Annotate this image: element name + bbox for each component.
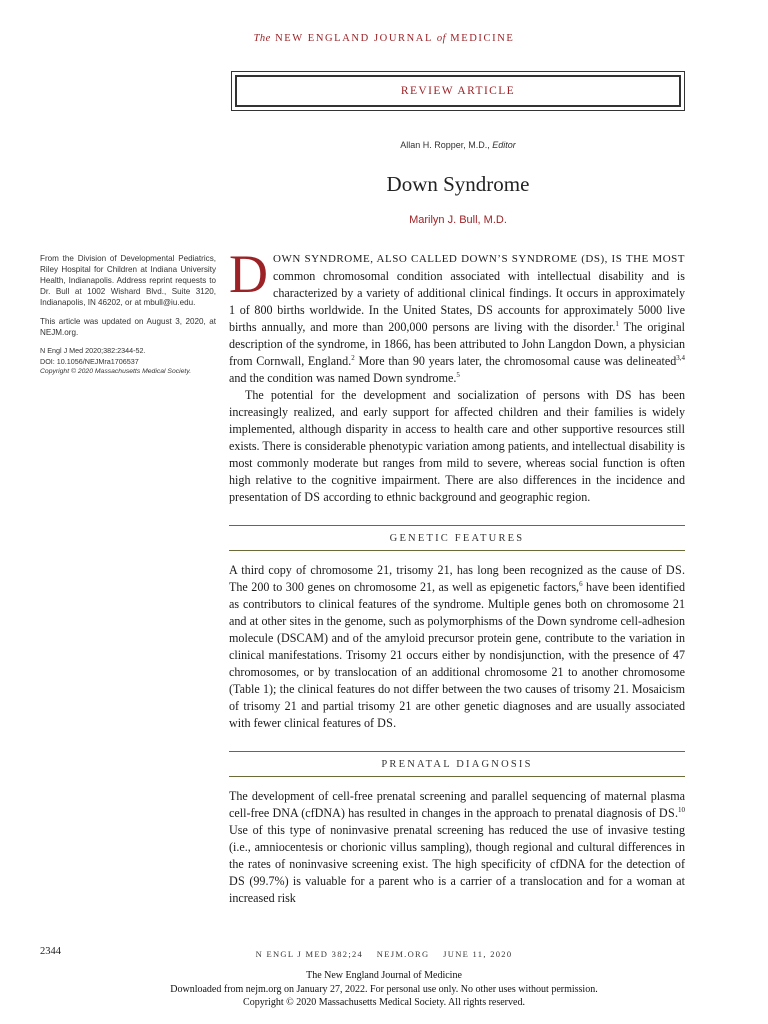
download-permission-line: Downloaded from nejm.org on January 27, 2022. For personal use only. No other uses without permission.: [170, 983, 598, 995]
abbrev-ds: DS: [229, 874, 246, 888]
section-heading-genetic-features: GENETIC FEATURES: [229, 525, 685, 551]
article-type-box: [231, 71, 685, 111]
text-run: A third copy of chromosome 21, trisomy 21, has long been recognized as the cause of: [229, 563, 666, 577]
prenatal-diagnosis-paragraph: [229, 788, 685, 907]
doi-link[interactable]: DOI: 10.1056/NEJMra1706537: [40, 356, 139, 366]
text-run: Use of this type of noninvasive prenatal screening has reduced the use of invasive testing (i.e., amniocentesis or chorionic villus sampling), though regional and cultural differences in the rates of noninvasive screening exist. The high specificity of cfDNA for the detection of: [229, 823, 685, 871]
abbrev-ds: DS: [665, 563, 682, 577]
reference-marker[interactable]: 10: [678, 805, 685, 814]
journal-header-of: of: [436, 33, 447, 44]
journal-header: [0, 33, 768, 44]
journal-header-suffix: MEDICINE: [450, 33, 515, 44]
text-run: More than 90 years later, the chromosomal cause was delineated: [354, 354, 677, 368]
footer-citation: N ENGL J MED 382;24 NEJM.ORG JUNE 11, 2020: [255, 949, 513, 959]
text-run: accounts for approximately 5000 live births annually, and more than 200,000 persons are living with the disorder.: [229, 303, 685, 334]
reference-marker[interactable]: 3,4: [676, 353, 685, 362]
text-run: . The 200 to 300 genes on chromosome 21, as well as epigenetic factors,: [229, 563, 685, 594]
journal-header-prefix: The: [253, 33, 271, 44]
abbrev-ds: DS: [377, 716, 394, 730]
editor-line: [231, 140, 685, 150]
drop-cap: D: [229, 244, 268, 304]
intro-paragraph-1: [229, 244, 685, 387]
reference-marker[interactable]: 5: [456, 370, 460, 379]
article-sidebar: [40, 253, 216, 377]
journal-header-name: NEW ENGLAND JOURNAL: [275, 33, 433, 44]
abbrev-ds: DS: [477, 303, 494, 317]
copyright-note: Copyright © 2020 Massachusetts Medical Society.: [40, 368, 192, 375]
text-run: The original description of the syndrome, in 1866, has been attributed to John Langdon Down, a physician from Cornwall, England.: [229, 320, 685, 368]
text-run: (99.7%) is valuable for a parent who is a carrier of a translocation and for a woman at increased risk: [229, 874, 685, 905]
text-run: and the condition was named Down syndrome.: [229, 371, 457, 385]
author-affiliation: From the Division of Developmental Pediatrics, Riley Hospital for Children at Indiana University Health, Indianapolis. Address reprint requests to Dr. Bull at 1002 Wishard Blvd., Suite 3120, Indianapolis, IN 46202, or at mbull@iu.edu.: [40, 254, 216, 307]
download-copyright-line: Copyright © 2020 Massachusetts Medical Society. All rights reserved.: [243, 997, 525, 1008]
reference-marker[interactable]: 2: [351, 353, 355, 362]
text-run: The development of cell-free prenatal screening and parallel sequencing of maternal plasma cell-free DNA (cfDNA) has resulted in changes in the approach to prenatal diagnosis of: [229, 789, 685, 820]
abbrev-ds: DS: [304, 490, 321, 504]
article-body: [229, 244, 686, 907]
article-title: Down Syndrome: [386, 172, 530, 196]
genetic-features-paragraph: [229, 562, 685, 732]
text-run: have been identified as contributors to clinical features of the syndrome. Multiple genes both on chromosome 21 and at other sites in the genome, such as polymorphisms of the Down syndrome cell-adhesion molecule (DSCAM) and of the amyloid precursor protein gene, contribute to the variation in clinical manifestations. Trisomy 21 occurs either by nondisjunction, with the presence of 47 chromosomes, or by translocation of an additional chromosome 21 to another chromosome (Table 1); the clinical features do not differ between the two causes of trisomy 21. Mosaicism of trisomy 21 and partial trisomy 21 are other genetic diagnoses and are usually associated with fewer clinical features of: [229, 580, 686, 730]
section-heading-prenatal-diagnosis: PRENATAL DIAGNOSIS: [229, 751, 685, 777]
download-journal-line: The New England Journal of Medicine: [306, 970, 462, 981]
article-type-label: REVIEW ARTICLE: [235, 75, 681, 107]
page-number: 2344: [40, 946, 61, 957]
reference-marker[interactable]: 6: [579, 579, 583, 588]
citation: N Engl J Med 2020;382:2344-52.: [40, 346, 146, 355]
abbrev-ds: DS: [615, 388, 632, 402]
lead-in-caps: OWN SYNDROME, ALSO CALLED DOWN’S SYNDROME (DS), IS THE MOST: [273, 253, 685, 265]
article-author: Marilyn J. Bull, M.D.: [409, 214, 507, 226]
text-run: .: [393, 716, 397, 730]
editor-name: Allan H. Ropper, M.D.,: [400, 140, 490, 150]
abbrev-ds: DS: [658, 806, 675, 820]
text-run: according to ethnic background and geographic region.: [320, 490, 591, 504]
text-run: common chromosomal condition associated with intellectual disability and is characterized by a variety of additional clinical findings. It occurs in approximately 1 of 800 births worldwide. In the United States,: [229, 269, 685, 317]
update-note: This article was updated on August 3, 2020, at NEJM.org.: [40, 317, 216, 337]
text-run: .: [674, 806, 678, 820]
text-run: has been increasingly realized, and early support for affected children and their families is widely implemented, although disparity in access to health care and other supportive resources still exists. There is considerable phenotypic variation among patients, and intellectual disability is most commonly moderate but ranges from mild to severe, whereas social function is often high relative to the cognitive impairment. There are also differences in the incidence and presentation of: [229, 388, 685, 504]
text-run: The potential for the development and socialization of persons with: [245, 388, 616, 402]
intro-paragraph-2: [229, 387, 685, 506]
editor-role: Editor: [492, 140, 516, 150]
download-notice: [0, 969, 768, 1010]
reference-marker[interactable]: 1: [615, 319, 619, 328]
